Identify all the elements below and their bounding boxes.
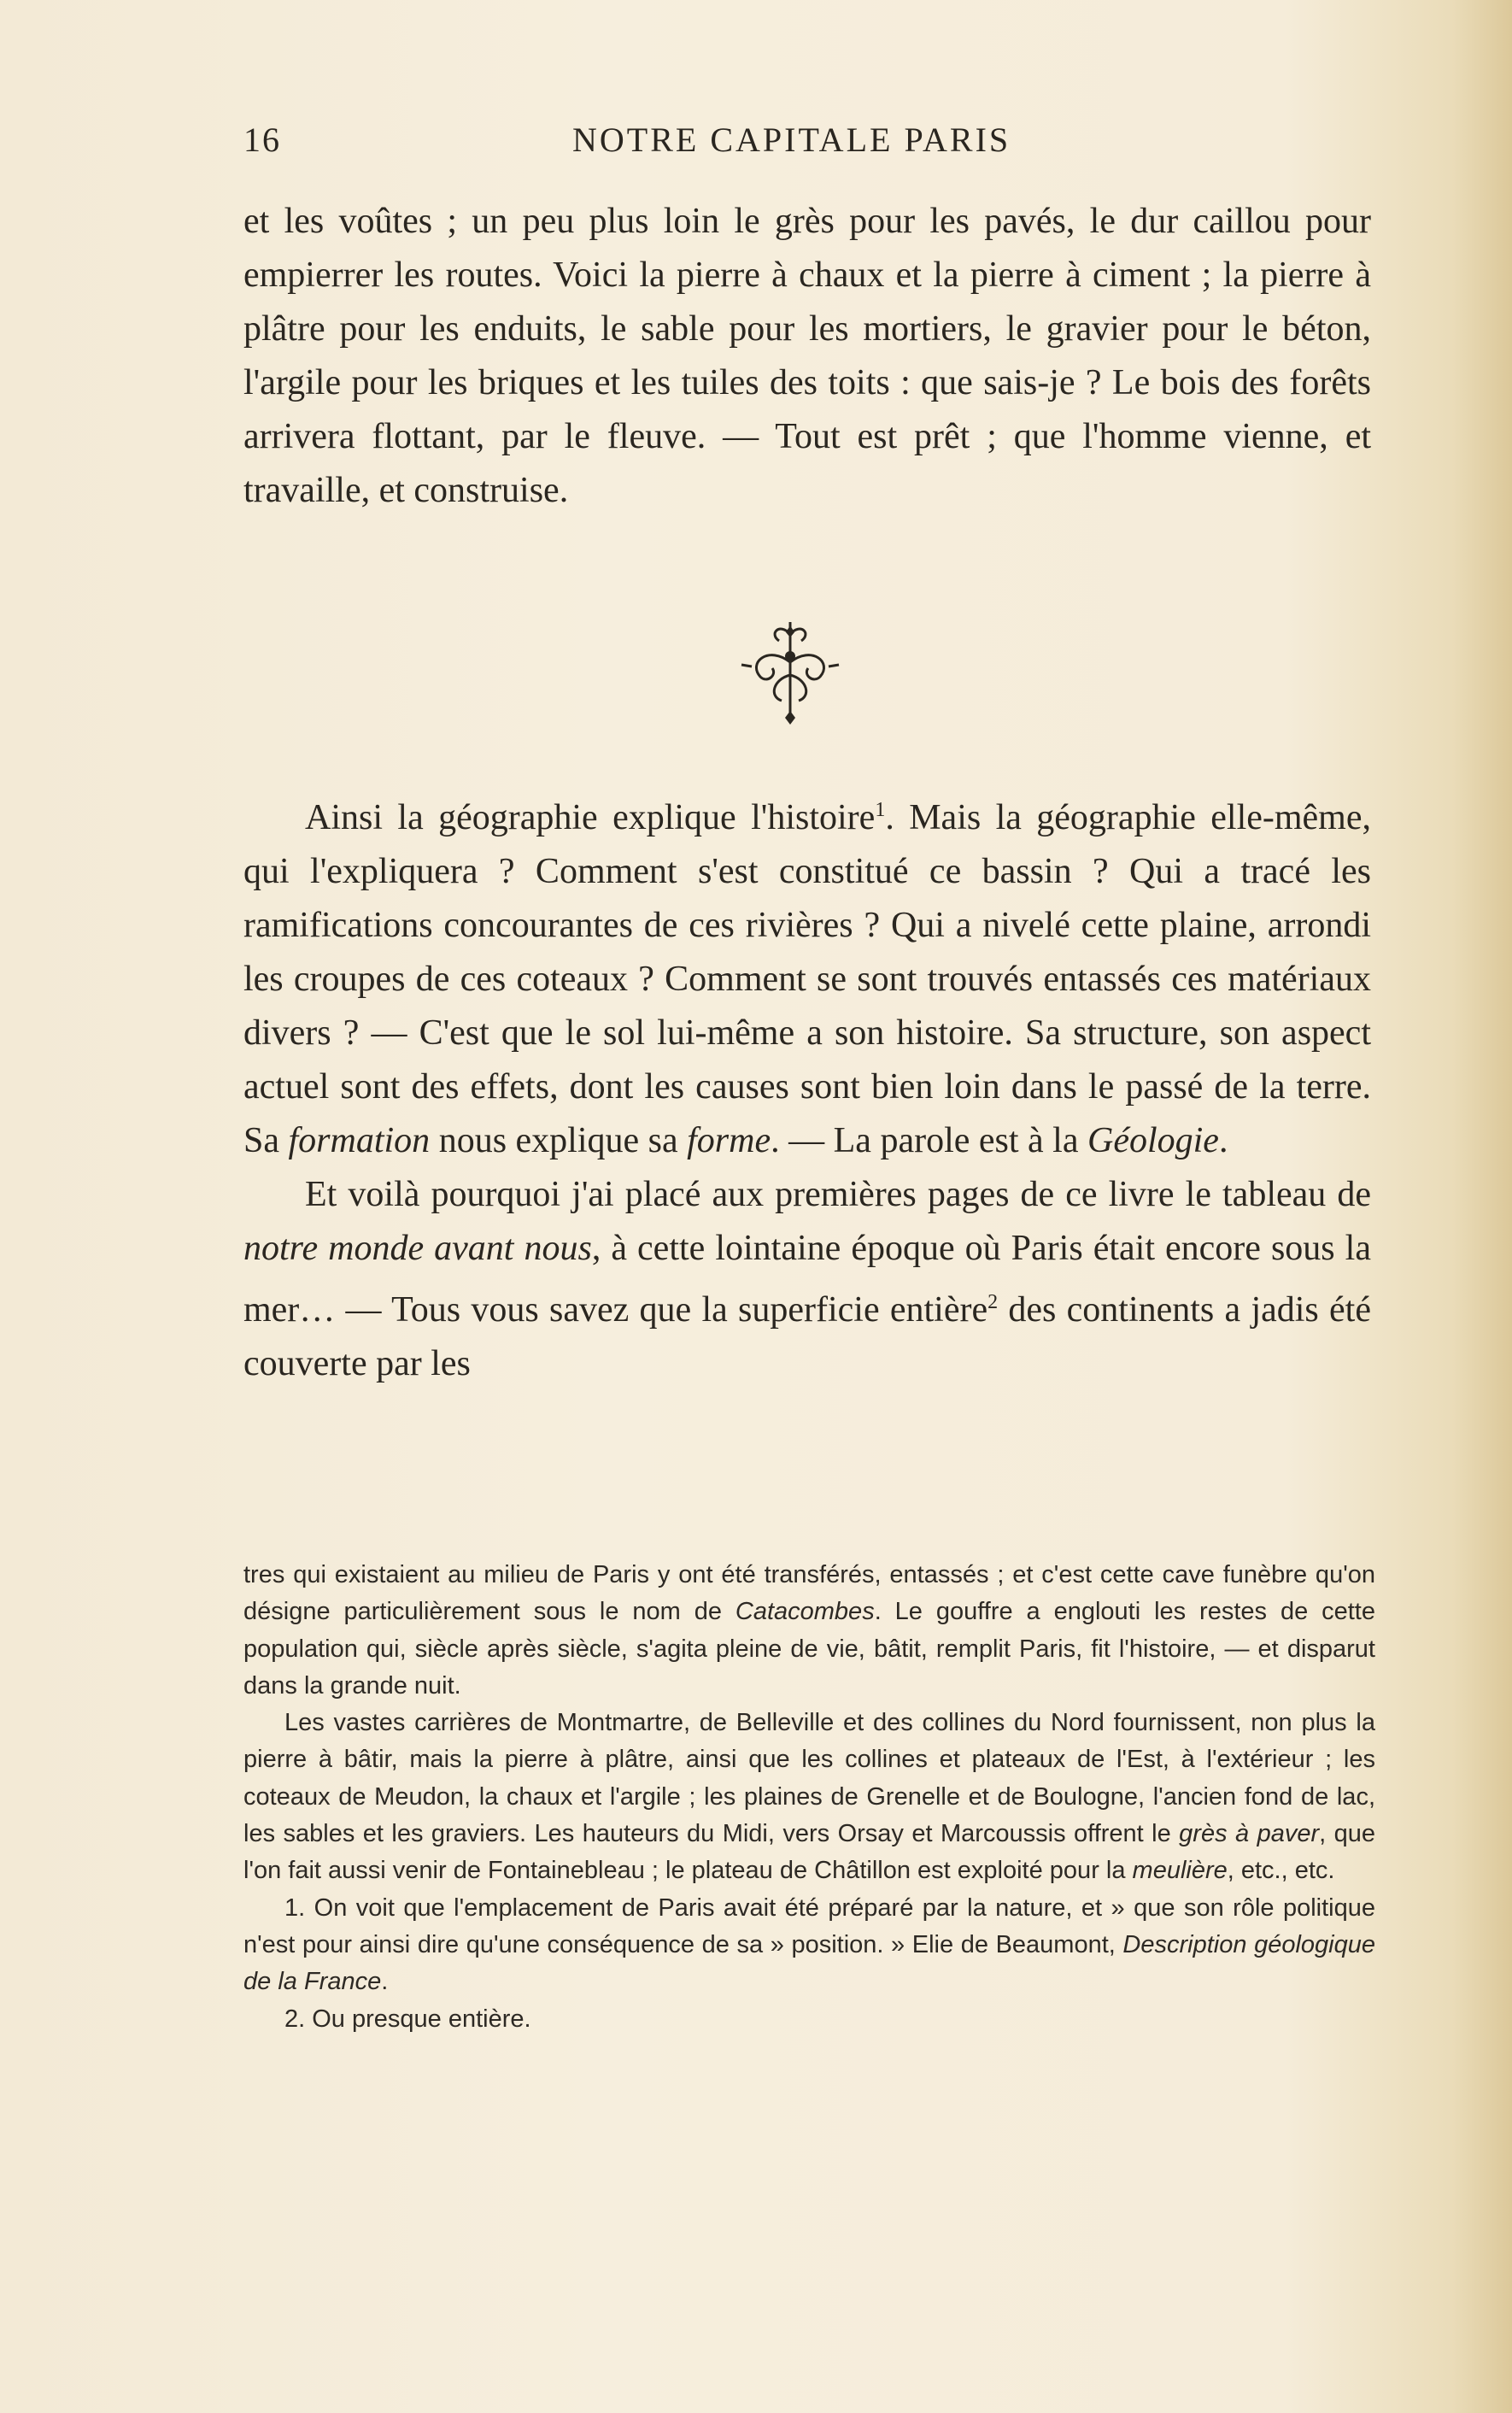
italic-catacombes: Catacombes [735,1598,875,1626]
footnote-ref-2: 2 [987,1291,999,1313]
footnote-1-text-b: . [381,1968,389,1996]
footnote-cont-text-a: tres qui existaient au milieu de Paris y ont été transférés, entassés ; et c'est cette cave funèbre qu'on désigne particulièrement sous le nom de [243,1561,1375,1626]
paragraph2-text-a: Ainsi la géographie explique l'histoire [305,798,876,837]
top-paragraph-block [243,195,1371,518]
italic-meuliere: meulière [1132,1857,1228,1885]
paragraph-geography [243,784,1371,1168]
footnote-1-text-a: 1. On voit que l'emplacement de Paris avait été préparé par la nature, et » que son rôle politique n'est pour ainsi dire qu'une conséquence de sa » position. » Elie de Beaumont, [243,1893,1375,1958]
page-header [243,120,1371,171]
italic-formation: formation [288,1121,431,1160]
page-number: 16 [243,120,281,159]
footnote-p2-text-c: , etc., etc. [1227,1857,1335,1885]
italic-description-geologique: Description géologique de la France [243,1930,1375,1996]
paragraph2-text-c: nous explique sa [430,1121,688,1160]
top-paragraph: et les voûtes ; un peu plus loin le grès pour les pavés, le dur caillou pour empierrer les routes. Voici la pierre à chaux et la pierre à ciment ; la pierre à plâtre pour les enduits, le sable pour les mortiers, le gravier pour le béton, l'argile pour les briques et les tuiles des toits : que sais-je ? Le bois des forêts arrivera flottant, par le fleuve. — Tout est prêt ; que l'homme vienne, et travaille, et construise. [243,202,1371,510]
footnote-carrieres [243,1705,1375,1889]
paragraph-pourquoi [243,1168,1371,1391]
footnote-p2-text-b: , que l'on fait aussi venir de Fontainebleau ; le plateau de Châtillon est exploité pour la [243,1820,1376,1885]
paragraph3-text-b: , à cette lointaine époque où Paris était encore sous la mer… — Tous vous savez que la superficie entière [243,1229,1371,1330]
footnote-2: 2. Ou presque entière. [284,2005,531,2033]
paragraph3-text-c: des continents a jadis été couverte par les [243,1290,1371,1383]
italic-notre-monde: notre monde avant nous [243,1229,592,1268]
paragraph2-text-b: . Mais la géographie elle-même, qui l'expliquera ? Comment s'est constitué ce bassin ? Qui a tracé les ramifications concourantes de ces rivières ? Qui a nivelé cette plaine, arrondi les croupes de ces coteaux ? Comment se sont trouvés entassés ces matériaux divers ? — C'est que le sol lui-même a son histoire. Sa structure, son aspect actuel sont des effets, dont les causes sont bien loin dans le passé de la terre. Sa [243,798,1371,1160]
running-title: NOTRE CAPITALE PARIS [572,120,1011,159]
footnote-1 [243,1890,1375,2001]
main-text-block [243,784,1371,1391]
paragraph3-text-a: Et voilà pourquoi j'ai placé aux premières pages de ce livre le tableau de [305,1175,1371,1214]
footnote-ref-1: 1 [875,799,886,821]
paragraph2-text-d: . — La parole est à la [771,1121,1087,1160]
fleuron-ornament-icon [735,615,846,726]
footnotes-block [243,1557,1375,2038]
italic-gres-a-paver: grès à paver [1179,1820,1320,1848]
italic-geologie: Géologie [1087,1121,1219,1160]
paragraph2-text-e: . [1218,1121,1228,1160]
footnote-cont-text-b: . Le gouffre a englouti les restes de cette population qui, siècle après siècle, s'agita pleine de vie, bâtit, remplit Paris, fit l'histoire, — et disparut dans la grande nuit. [243,1598,1375,1700]
footnote-p2-text-a: Les vastes carrières de Montmartre, de Belleville et des collines du Nord fournissent, non plus la pierre à bâtir, mais la pierre à plâtre, ainsi que les collines et plateaux de l'Est, à l'extérieur ; les coteaux de Meudon, la chaux et l'argile ; les plaines de Grenelle et de Boulogne, l'ancien fond de lac, les sables et les graviers. Les hauteurs du Midi, vers Orsay et Marcoussis offrent le [243,1709,1375,1848]
italic-forme: forme [687,1121,771,1160]
footnote-continuation [243,1557,1375,1705]
